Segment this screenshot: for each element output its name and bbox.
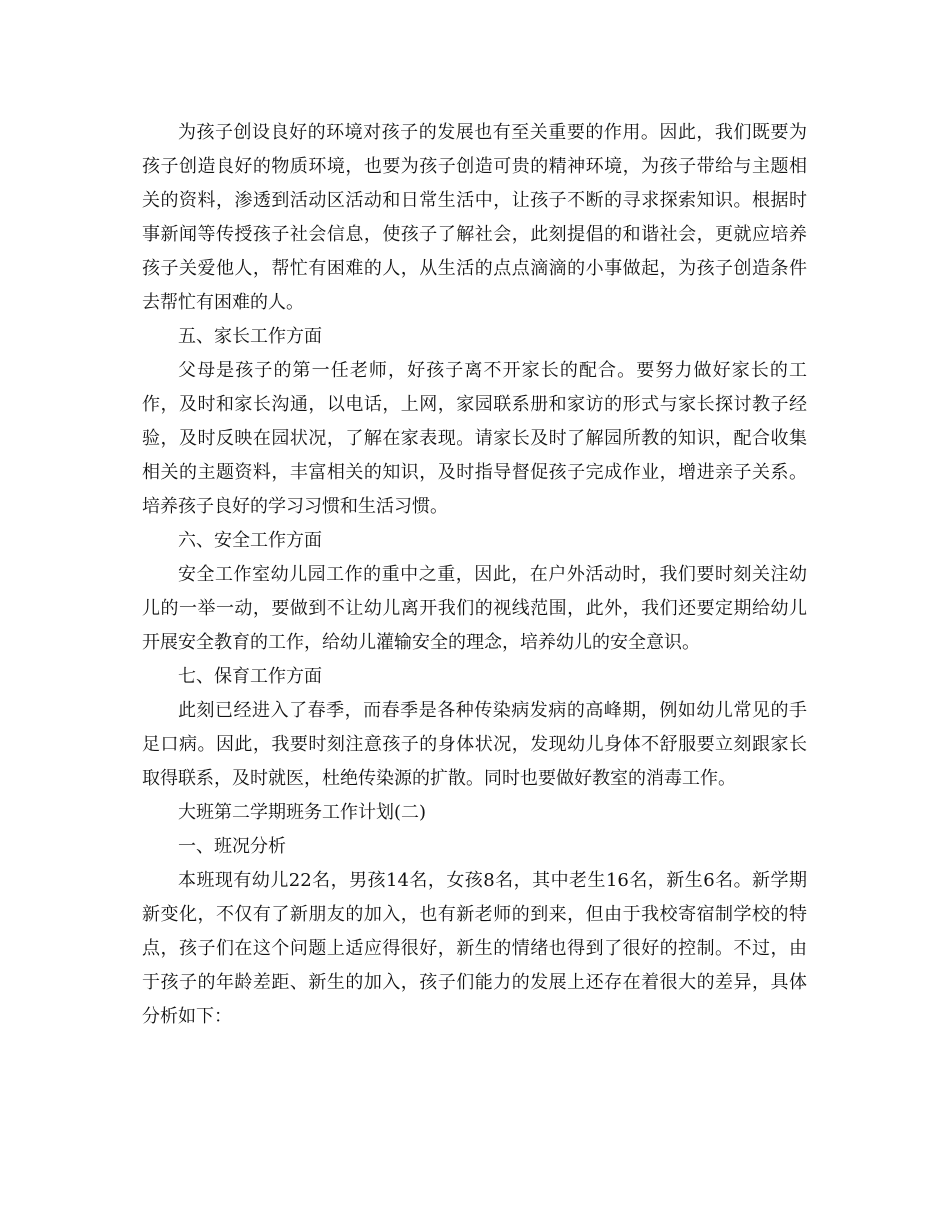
paragraph-class-analysis: 本班现有幼儿22名，男孩14名，女孩8名，其中老生16名，新生6名。新学期新变化，不仅有了新朋友的加入，也有新老师的到来，但由于我校寄宿制学校的特点，孩子们在这个问题上适应得很好，新生的情绪也得到了很好的控制。不过，由于孩子的年龄差距、新生的加入，孩子们能力的发展上还存在着很大的差异，具体分析如下： xyxy=(142,870,807,1027)
heading-plan-two: 大班第二学期班务工作计划(二) xyxy=(178,802,427,823)
heading-parent-work: 五、家长工作方面 xyxy=(178,326,322,347)
heading-class-analysis: 一、班况分析 xyxy=(178,836,286,857)
paragraph-parent-work: 父母是孩子的第一任老师，好孩子离不开家长的配合。要努力做好家长的工作，及时和家长沟通，以电话，上网，家园联系册和家访的形式与家长探讨教子经验，及时反映在园状况，了解在家表现。请家长及时了解园所教的知识，配合收集相关的主题资料，丰富相关的知识，及时指导督促孩子完成作业，增进亲子关系。培养孩子良好的学习习惯和生活习惯。 xyxy=(142,360,807,517)
paragraph-environment: 为孩子创设良好的环境对孩子的发展也有至关重要的作用。因此，我们既要为孩子创造良好的物质环境，也要为孩子创造可贵的精神环境，为孩子带给与主题相关的资料，渗透到活动区活动和日常生活中，让孩子不断的寻求探索知识。根据时事新闻等传授孩子社会信息，使孩子了解社会，此刻提倡的和谐社会，更就应培养孩子关爱他人，帮忙有困难的人，从生活的点点滴滴的小事做起，为孩子创造条件去帮忙有困难的人。 xyxy=(142,122,807,313)
heading-safety-work: 六、安全工作方面 xyxy=(178,530,322,551)
document-body xyxy=(142,116,807,1034)
paragraph-care-work: 此刻已经进入了春季，而春季是各种传染病发病的高峰期，例如幼儿常见的手足口病。因此，我要时刻注意孩子的身体状况，发现幼儿身体不舒服要立刻跟家长取得联系，及时就医，杜绝传染源的扩散。同时也要做好教室的消毒工作。 xyxy=(142,700,807,789)
heading-care-work: 七、保育工作方面 xyxy=(178,666,322,687)
paragraph-safety-work: 安全工作室幼儿园工作的重中之重，因此，在户外活动时，我们要时刻关注幼儿的一举一动，要做到不让幼儿离开我们的视线范围，此外，我们还要定期给幼儿开展安全教育的工作，给幼儿灌输安全的理念，培养幼儿的安全意识。 xyxy=(142,564,807,653)
